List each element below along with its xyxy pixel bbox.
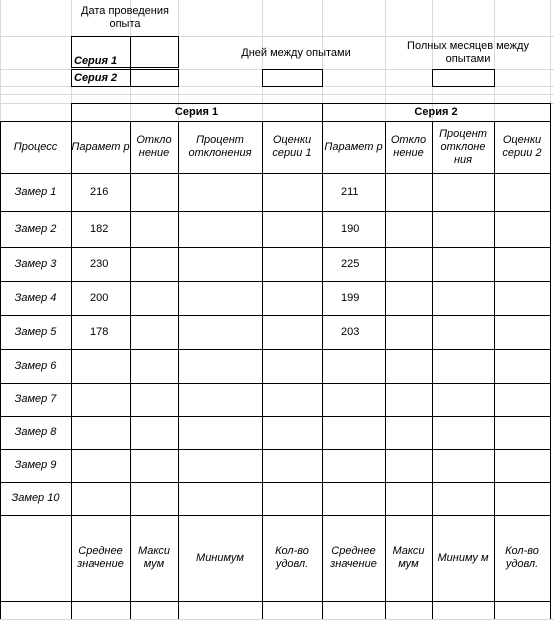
col-header-s2-param: Парамет р	[324, 140, 383, 153]
series1-param-cell[interactable]: 216	[90, 185, 109, 198]
series1-date-cell[interactable]	[131, 36, 178, 67]
group-header-series1: Серия 1	[174, 106, 219, 118]
col-header-s1-score: Оценки серии 1	[272, 134, 312, 159]
col-header-process: Процесс	[13, 140, 58, 153]
col-header-s2-deviation: Откло нение	[390, 134, 427, 159]
series1-param-cell[interactable]: 178	[90, 325, 109, 338]
full-months-value-cell[interactable]	[433, 69, 494, 85]
row-label: Замер 1	[14, 185, 57, 198]
series1-param-cell[interactable]	[71, 482, 130, 515]
col-header-s1-param: Парамет р	[71, 140, 130, 153]
col-header-s1-deviation: Откло нение	[136, 134, 172, 159]
series2-param-cell[interactable]	[322, 416, 385, 449]
row-label: Замер 10	[11, 492, 60, 504]
series2-label: Серия 2	[74, 71, 118, 84]
summary-s2-mean: Среднее значение	[330, 545, 377, 570]
series1-param-cell[interactable]	[71, 449, 130, 482]
summary-s1-count: Кол-во удовл.	[275, 545, 309, 570]
series1-param-cell[interactable]: 200	[90, 291, 109, 304]
series2-param-cell[interactable]	[322, 349, 385, 383]
days-between-label: Дней между опытами	[241, 46, 351, 59]
series2-param-cell[interactable]: 190	[341, 222, 360, 235]
days-between-value-cell[interactable]	[263, 69, 322, 85]
group-header-series2: Серия 2	[414, 106, 458, 118]
row-label: Замер 7	[14, 393, 57, 405]
series2-param-cell[interactable]	[322, 482, 385, 515]
series2-param-cell[interactable]	[322, 383, 385, 416]
full-months-label: Полных месяцев между опытами	[407, 40, 529, 65]
series2-param-cell[interactable]: 211	[341, 185, 359, 198]
series2-param-cell[interactable]: 203	[341, 325, 360, 338]
series1-param-cell[interactable]	[71, 349, 130, 383]
row-label: Замер 6	[14, 359, 57, 372]
series2-param-cell[interactable]: 199	[341, 291, 360, 304]
col-header-s2-percent: Процент отклоне ния	[439, 127, 487, 166]
summary-s2-max: Макси мум	[392, 545, 425, 570]
row-label: Замер 8	[14, 426, 57, 438]
row-label: Замер 3	[14, 257, 57, 270]
row-label: Замер 4	[14, 291, 57, 304]
series1-param-cell[interactable]	[71, 416, 130, 449]
col-header-s1-percent: Процент отклонения	[188, 134, 252, 159]
series1-param-cell[interactable]: 230	[90, 257, 109, 270]
summary-s2-count: Кол-во удовл.	[505, 545, 539, 570]
date-label: Дата проведения опыта	[81, 5, 169, 30]
series1-param-cell[interactable]	[71, 383, 130, 416]
series1-param-cell[interactable]: 182	[90, 222, 109, 235]
series2-param-cell[interactable]: 225	[341, 257, 360, 270]
summary-s1-max: Макси мум	[137, 545, 171, 570]
summary-s2-min: Миниму м	[437, 551, 489, 564]
summary-s1-mean: Среднее значение	[77, 545, 124, 570]
series1-label: Серия 1	[74, 54, 118, 67]
row-label: Замер 2	[14, 222, 57, 235]
summary-s1-min: Минимум	[196, 551, 244, 564]
row-label: Замер 5	[14, 325, 57, 338]
series2-date-cell[interactable]	[131, 69, 178, 85]
series2-param-cell[interactable]	[322, 449, 385, 482]
row-label: Замер 9	[14, 459, 57, 471]
col-header-s2-score: Оценки серии 2	[502, 134, 542, 159]
